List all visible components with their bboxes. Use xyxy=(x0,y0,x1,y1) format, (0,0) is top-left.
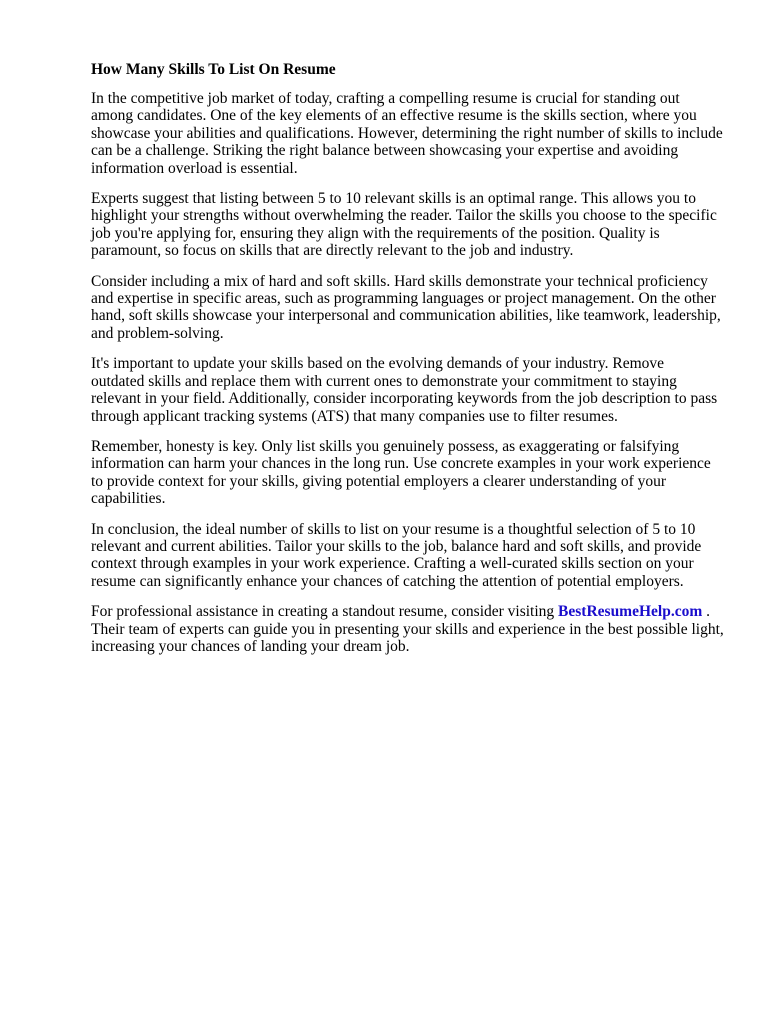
text-line: resume can significantly enhance your chances of catching the attention of potential employers. xyxy=(91,572,684,590)
text-line: relevant in your field. Additionally, consider incorporating keywords from the job description to pass xyxy=(91,390,718,408)
text-line: increasing your chances of landing your dream job. xyxy=(91,637,410,655)
paragraph-honesty xyxy=(91,438,727,508)
paragraph-hard-soft-skills xyxy=(91,273,727,343)
text-line: Their team of experts can guide you in presenting your skills and experience in the best possible light, xyxy=(91,620,724,638)
text-line: It's important to update your skills based on the evolving demands of your industry. Remove xyxy=(91,355,665,373)
paragraph-conclusion xyxy=(91,521,727,591)
text-line: and problem-solving. xyxy=(91,324,224,342)
text-line: showcase your abilities and qualifications. However, determining the right number of skills to include xyxy=(91,124,723,142)
paragraph-intro xyxy=(91,90,727,177)
text-line: paramount, so focus on skills that are directly relevant to the job and industry. xyxy=(91,242,574,260)
text-line: Consider including a mix of hard and soft skills. Hard skills demonstrate your technical proficiency xyxy=(91,272,708,290)
page-title: How Many Skills To List On Resume xyxy=(91,61,336,78)
text-line: can be a challenge. Striking the right balance between showcasing your expertise and avoiding xyxy=(91,142,679,160)
text-line: through applicant tracking systems (ATS) that many companies use to filter resumes. xyxy=(91,407,618,425)
text-line: relevant and current abilities. Tailor your skills to the job, balance hard and soft skills, and provide xyxy=(91,537,702,555)
text-line: among candidates. One of the key elements of an effective resume is the skills section, where you xyxy=(91,107,697,125)
document-page xyxy=(91,60,727,668)
text-line: capabilities. xyxy=(91,490,166,508)
text-line: In the competitive job market of today, crafting a compelling resume is crucial for standing out xyxy=(91,90,680,107)
text-line: highlight your strengths without overwhelming the reader. Tailor the skills you choose to the specific xyxy=(91,207,717,225)
best-resume-help-link[interactable]: BestResumeHelp.com xyxy=(558,603,703,621)
text-line: In conclusion, the ideal number of skills to list on your resume is a thoughtful selection of 5 to 10 xyxy=(91,520,696,538)
paragraph-experts xyxy=(91,190,727,260)
paragraph-closing xyxy=(91,603,727,655)
text-line: Experts suggest that listing between 5 to 10 relevant skills is an optimal range. This allows you to xyxy=(91,190,696,208)
text-line xyxy=(91,603,727,620)
closing-suffix: . xyxy=(702,603,711,621)
text-line: outdated skills and replace them with current ones to demonstrate your commitment to staying xyxy=(91,372,677,390)
text-line: job you're applying for, ensuring they align with the requirements of the position. Quality is xyxy=(91,224,660,242)
text-line: context through examples in your work experience. Crafting a well-curated skills section on your xyxy=(91,555,694,573)
text-line: information can harm your chances in the long run. Use concrete examples in your work experience xyxy=(91,455,711,473)
closing-prefix: For professional assistance in creating a standout resume, consider visiting xyxy=(91,603,559,621)
paragraph-update-skills xyxy=(91,355,727,425)
text-line: Remember, honesty is key. Only list skills you genuinely possess, as exaggerating or falsifying xyxy=(91,437,680,455)
text-line: to provide context for your skills, giving potential employers a clearer understanding of your xyxy=(91,472,667,490)
text-line: and expertise in specific areas, such as programming languages or project management. On the other xyxy=(91,290,716,308)
text-line: hand, soft skills showcase your interpersonal and communication abilities, like teamwork, leadership, xyxy=(91,307,721,325)
text-line: information overload is essential. xyxy=(91,159,298,177)
